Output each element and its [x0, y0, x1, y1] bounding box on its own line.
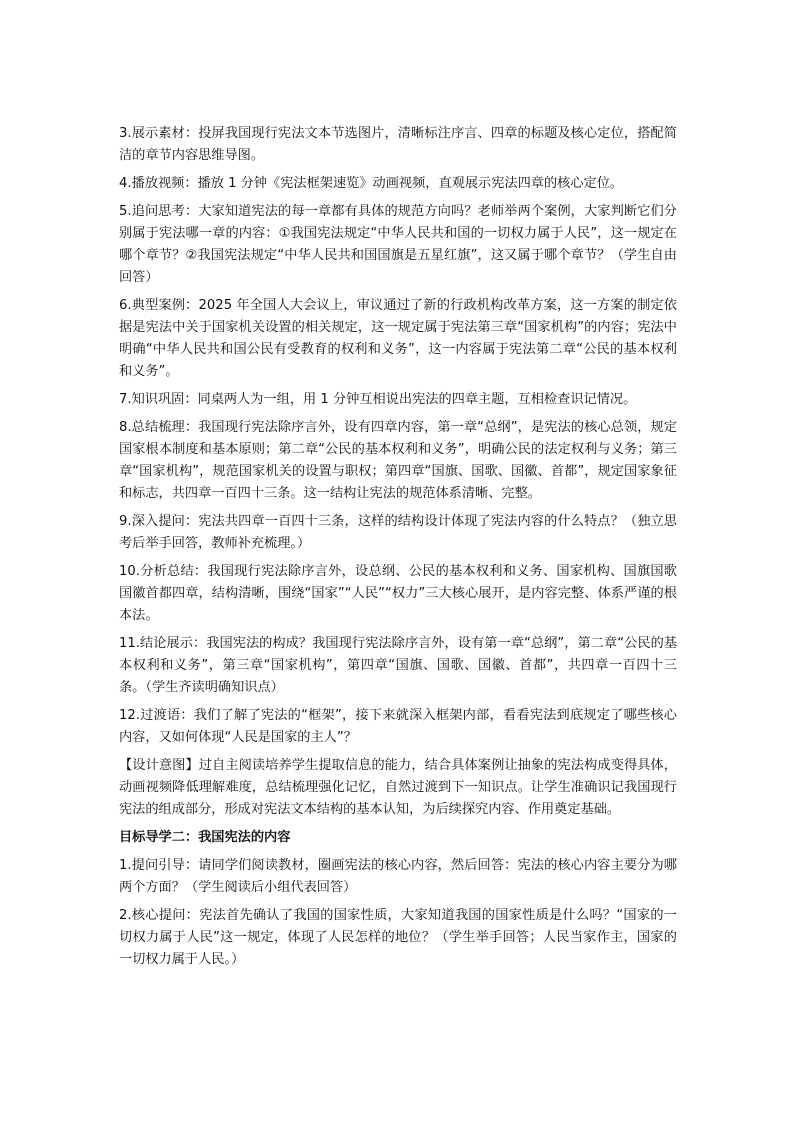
paragraph-5: 5.追问思考：大家知道宪法的每一章都有具体的规范方向吗？老师举两个案例，大家判断它们分别属于宪法哪一章的内容：①我国宪法规定“中华人民共和国的一切权力属于人民”，这一规定在哪个章节？②我国宪法规定“中华人民共和国国旗是五星红旗”，这又属于哪个章节？（学生自由回答） — [119, 204, 677, 285]
paragraph-7: 7.知识巩固：同桌两人为一组，用 1 分钟互相说出宪法的四章主题，互相检查识记情况。 — [119, 392, 637, 407]
paragraph-6: 6.典型案例：2025 年全国人大会议上，审议通过了新的行政机构改革方案，这一方案的制定依据是宪法中关于国家机关设置的相关规定，这一规定属于宪法第三章“国家机构”的内容；宪法中明确“中华人民共和国公民有受教育的权利和义务”，这一内容属于宪法第二章“公民的基本权利和义务”。 — [119, 298, 677, 379]
design-intent-paragraph: 【设计意图】过自主阅读培养学生提取信息的能力，结合具体案例让抽象的宪法构成变得具体，动画视频降低理解难度，总结梳理强化记忆，自然过渡到下一知识点。让学生准确识记我国现行宪法的组成部分，形成对宪法文本结构的基本认知，为后续探究内容、作用奠定基础。 — [119, 758, 677, 817]
paragraph-12: 12.过渡语：我们了解了宪法的“框架”，接下来就深入框架内部，看看宪法到底规定了哪些核心内容，又如何体现“人民是国家的主人”？ — [119, 708, 677, 745]
document-page — [119, 123, 677, 977]
paragraph-s2-2: 2.核心提问：宪法首先确认了我国的国家性质，大家知道我国的国家性质是什么吗？“国家的一切权力属于人民”这一规定，体现了人民怎样的地位？（学生举手回答；人民当家作主，国家的一切权力属于人民。） — [119, 908, 677, 967]
paragraph-s2-1: 1.提问引导：请同学们阅读教材，圈画宪法的核心内容，然后回答：宪法的核心内容主要分为哪两个方面？（学生阅读后小组代表回答） — [119, 858, 677, 895]
section-heading: 目标导学二：我国宪法的内容 — [119, 830, 291, 845]
paragraph-11: 11.结论展示：我国宪法的构成？我国现行宪法除序言外，设有第一章“总纲”，第二章“公民的基本权利和义务”，第三章“国家机构”，第四章“国旗、国歌、国徽、首都”，共四章一百四十三条。（学生齐读明确知识点） — [119, 636, 677, 695]
paragraph-8: 8.总结梳理：我国现行宪法除序言外，设有四章内容，第一章“总纲”，是宪法的核心总领，规定国家根本制度和基本原则；第二章“公民的基本权利和义务”，明确公民的法定权利与义务；第三章“国家机构”，规范国家机关的设置与职权；第四章“国旗、国歌、国徽、首都”，规定国家象征和标志，共四章一百四十三条。这一结构让宪法的规范体系清晰、完整。 — [119, 420, 677, 501]
paragraph-10: 10.分析总结：我国现行宪法除序言外，设总纲、公民的基本权利和义务、国家机构、国旗国歌国徽首都四章，结构清晰，围绕“国家”“人民”“权力”三大核心展开，是内容完整、体系严谨的根本法。 — [119, 564, 677, 623]
paragraph-4: 4.播放视频：播放 1 分钟《宪法框架速览》动画视频，直观展示宪法四章的核心定位。 — [119, 176, 624, 191]
paragraph-9: 9.深入提问：宪法共四章一百四十三条，这样的结构设计体现了宪法内容的什么特点？（独立思考后举手回答，教师补充梳理。） — [119, 514, 677, 551]
paragraph-3: 3.展示素材：投屏我国现行宪法文本节选图片，清晰标注序言、四章的标题及核心定位，搭配简洁的章节内容思维导图。 — [119, 126, 677, 163]
